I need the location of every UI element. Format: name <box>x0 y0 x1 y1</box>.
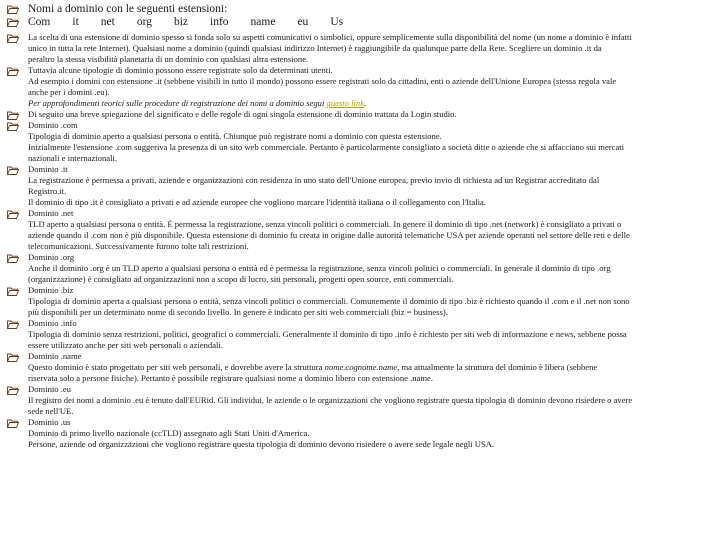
text-line: Il registro dei nomi a dominio .eu è tenuto dall'EURid. Gli individui, le aziende o le organizzazioni che vogliono registrare questa tipologia di dominio devono risiedere o avere <box>28 395 633 405</box>
domain-heading: Dominio .name <box>28 351 82 361</box>
text-line: Persone, aziende od organizzazioni che vogliono registrare questa tipologia di dominio devono risiedere o avere sede legale negli USA. <box>28 439 495 449</box>
text-line: più disponibili per un determinato nome di secondo livello. In genere è indicato per siti web commerciali (biz = business). <box>28 307 448 317</box>
domain-heading: Dominio .net <box>28 208 74 218</box>
domain-item-com <box>6 120 710 164</box>
domain-heading: Dominio .com <box>28 120 78 130</box>
bullet-list <box>6 3 710 450</box>
text-line: Inizialmente l'estensione .com suggeriva la presenza di un sito web commerciale. Pertanto è particolarmente consigliato a società ditte o aziende che si affacciano sui mercati <box>28 142 625 152</box>
folder-icon <box>7 111 19 120</box>
text-line <box>28 362 710 373</box>
italic-structure: nome.cognome.name <box>324 362 398 372</box>
tld-us: Us <box>330 16 344 28</box>
folder-icon <box>7 353 19 362</box>
folder-icon <box>7 67 19 76</box>
tld-info: info <box>210 16 229 28</box>
tld-it: it <box>72 16 79 28</box>
domain-heading: Dominio .biz <box>28 285 74 295</box>
tld-name: name <box>250 16 276 28</box>
registration-info-link[interactable]: questo link <box>326 98 365 108</box>
deepen-note <box>28 98 710 109</box>
folder-icon <box>7 34 19 43</box>
text-fragment: , ma attualmente la struttura del dominio è libera (sebbene <box>397 362 598 372</box>
folder-icon <box>7 254 19 263</box>
tld-net: net <box>100 16 115 28</box>
text-line: Tipologia di dominio aperto a qualsiasi persona o entità. Chiunque può registrare nomi a dominio con questa estensione. <box>28 131 442 141</box>
folder-icon <box>7 5 19 14</box>
text-line: essere utilizzato anche per siti web personali o aziendali. <box>28 340 223 350</box>
folder-icon <box>7 210 19 219</box>
list-item <box>6 16 710 29</box>
tld-eu: eu <box>297 16 309 28</box>
text-line: telecomunicazioni. Successivamente furono tolte tali restrizioni. <box>28 241 249 251</box>
text-line: Dominio di primo livello nazionale (ccTLD) assegnato agli Stati Uniti d'America. <box>28 428 310 438</box>
text-line: sede nell'UE. <box>28 406 74 416</box>
text-line: (organizzazione) è consigliato ad organizzazioni non a scopo di lucro, siti personali, progetti open source, enti commerciali. <box>28 274 454 284</box>
list-item <box>6 32 710 65</box>
domain-heading: Dominio .eu <box>28 384 71 394</box>
text-line: La registrazione è permessa a privati, aziende e organizzazioni con residenza in uno stato dell'Unione europea, previo invio di richiesta ad un Registrar accreditato dal <box>28 175 600 185</box>
text-line: riservata solo a persone fisiche). Pertanto è possibile registrare qualsiasi nome a dominio libero con estensione .name. <box>28 373 433 383</box>
text-line: La scelta di una estensione di dominio spesso si fonda solo su aspetti comunicativi o simbolici, oppure semplicemente sulla disponibilità del nome (un nome a dominio è infatti <box>28 32 632 42</box>
domain-item-it <box>6 164 710 208</box>
text-line: peraltro la stessa visibilità planetaria di un dominio con qualsiasi altra estensione. <box>28 54 309 64</box>
summary-intro: Di seguito una breve spiegazione del significato e delle regole di ogni singola estensione di dominio trattata da Login studio. <box>28 109 457 119</box>
text-line: nazionali e internazionali. <box>28 153 118 163</box>
domain-heading: Dominio .us <box>28 417 71 427</box>
text-line: anche per i domini .eu). <box>28 87 110 97</box>
text-line: TLD aperto a qualsiasi persona o entità. È permessa la registrazione, senza vincoli politici o commerciali. In genere il dominio di tipo .net (network) è consigliato a privati o <box>28 219 622 229</box>
folder-icon <box>7 419 19 428</box>
text-line: Tipologia di dominio senza restrizioni, politici, geografici o commerciali. Generalmente il dominio di tipo .info è richiesto per siti web di informazione e news, sebbene possa <box>28 329 627 339</box>
folder-icon <box>7 122 19 131</box>
text-line: unico in tutta la rete Internet). Qualsiasi nome a dominio (quindi qualsiasi indirizzo Internet) è raggiungibile da qualunque parte della Rete. Scegliere un dominio .it da <box>28 43 602 53</box>
domain-item-org <box>6 252 710 285</box>
folder-icon <box>7 287 19 296</box>
tld-biz: biz <box>173 16 189 28</box>
folder-icon <box>7 18 19 27</box>
folder-icon <box>7 320 19 329</box>
text-fragment: Questo dominio è stato progettato per siti web personali, e dovrebbe avere la struttura <box>28 362 325 372</box>
folder-icon <box>7 166 19 175</box>
domain-item-us <box>6 417 710 450</box>
domain-heading: Dominio .org <box>28 252 75 262</box>
text-line: Il dominio di tipo .it è consigliato a privati e ad aziende europee che vogliono marcare l'identità italiana o il collegamento con l'Italia. <box>28 197 486 207</box>
domain-heading: Dominio .info <box>28 318 77 328</box>
domain-heading: Dominio .it <box>28 164 68 174</box>
text-line: Registro.it. <box>28 186 67 196</box>
text-line: Tuttavia alcune tipologie di dominio possono essere registrate solo da determinati utenti. <box>28 65 333 75</box>
domain-item-info <box>6 318 710 351</box>
tld-org: org <box>136 16 152 28</box>
text-line: Ad esempio i domini con estensione .it (sebbene visibili in tutto il mondo) possono essere registrati solo da cittadini, enti o aziende dell'Unione Europea (stessa regola vale <box>28 76 617 86</box>
tld-com: Com <box>28 16 51 28</box>
text-line: aziende quando il .com non è più disponibile. Questa estensione di dominio fu creata in origine dalle autorità telematiche USA per aziende operanti nel settore delle reti e delle <box>28 230 630 240</box>
deepen-note-suffix: . <box>364 98 367 108</box>
domain-item-net <box>6 208 710 252</box>
intro-title: Nomi a dominio con le seguenti estensioni: <box>28 3 228 15</box>
folder-icon <box>7 386 19 395</box>
deepen-note-prefix: Per approfondimenti teorici sulle procedure di registrazione dei nomi a dominio segui <box>28 98 325 108</box>
text-line: Anche il dominio .org è un TLD aperto a qualsiasi persona o entità ed è permessa la registrazione, senza vincoli politici o commerciali. In generale il dominio di tipo .org <box>28 263 611 273</box>
list-item <box>6 109 710 120</box>
domain-item-eu <box>6 384 710 417</box>
list-item <box>6 3 710 16</box>
text-line: Tipologia di dominio aperta a qualsiasi persona o entità, senza vincoli politici o commerciali. Comunemente il dominio di tipo .biz è richiesto quando il .com e il .net non sono <box>28 296 630 306</box>
domain-item-biz <box>6 285 710 318</box>
list-item <box>6 65 710 109</box>
domain-item-name <box>6 351 710 384</box>
